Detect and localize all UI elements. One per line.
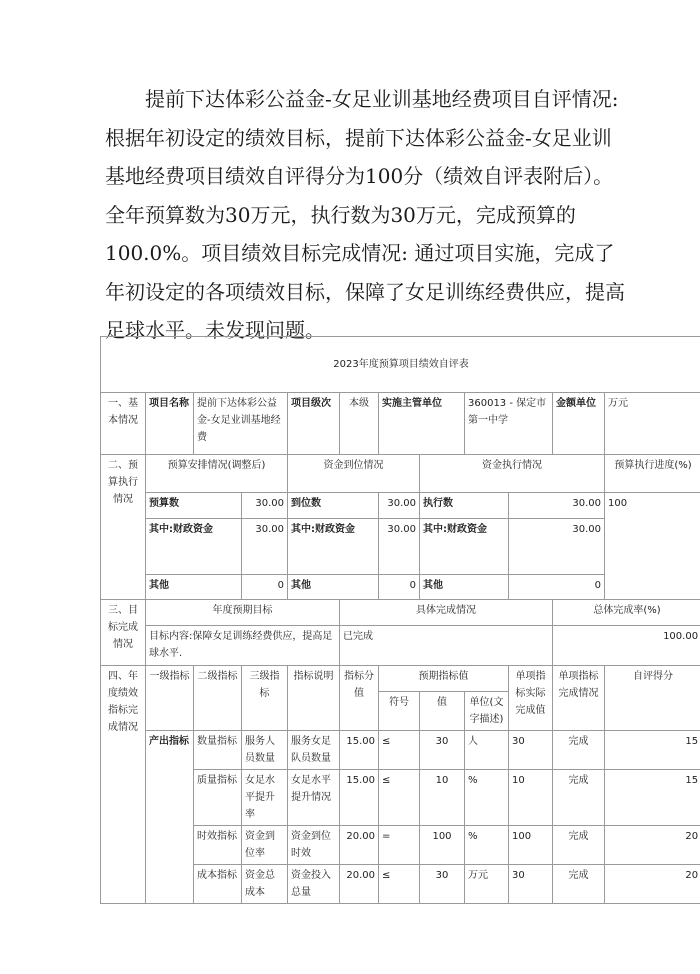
level2-indicator: 数量指标 xyxy=(194,731,242,770)
level3-indicator: 女足水平提升率 xyxy=(242,770,288,826)
budget-amount-label: 预算数 xyxy=(146,493,242,519)
level2-indicator-header: 二级指标 xyxy=(194,666,242,731)
exec-amount-value: 30.00 xyxy=(509,493,605,519)
level3-indicator: 资金到位率 xyxy=(242,826,288,865)
project-name-value: 提前下达体彩公益金-女足业训基地经费 xyxy=(194,393,288,455)
level2-indicator: 成本指标 xyxy=(194,865,242,904)
level3-indicator: 资金总成本 xyxy=(242,865,288,904)
basic-info-label: 一、基本情况 xyxy=(101,393,146,455)
level1-indicator-header: 一级指标 xyxy=(146,666,194,731)
exec-progress-value: 100 xyxy=(605,493,700,600)
indicator-symbol: ≤ xyxy=(379,731,420,770)
budget-exec-label: 二、预算执行情况 xyxy=(101,455,146,600)
completion-status: 完成 xyxy=(553,731,605,770)
indicator-value: 100 xyxy=(420,826,465,865)
indicator-score: 20.00 xyxy=(340,826,379,865)
indicator-value: 30 xyxy=(420,865,465,904)
level3-indicator-header: 三级指标 xyxy=(242,666,288,731)
self-score: 15 xyxy=(605,770,700,826)
fund-arrival-header: 资金到位情况 xyxy=(288,455,420,493)
indicator-score: 15.00 xyxy=(340,731,379,770)
budget-amount-value: 30.00 xyxy=(242,493,288,519)
indicator-desc: 服务女足队员数量 xyxy=(288,731,340,770)
self-score: 20 xyxy=(605,865,700,904)
indicator-completion-label: 四、年度绩效指标完成情况 xyxy=(101,666,146,904)
symbol-header: 符号 xyxy=(379,692,420,731)
amount-unit-value: 万元 xyxy=(605,393,700,455)
budget-other-value: 0 xyxy=(242,575,288,600)
completion-status: 完成 xyxy=(553,770,605,826)
indicator-value: 30 xyxy=(420,731,465,770)
exec-amount-label: 执行数 xyxy=(420,493,509,519)
actual-value: 30 xyxy=(509,731,553,770)
unit-header: 单位(文字描述) xyxy=(465,692,509,731)
self-score: 20 xyxy=(605,826,700,865)
actual-value-header: 单项指标实际完成值 xyxy=(509,666,553,731)
indicator-symbol: = xyxy=(379,826,420,865)
level3-indicator: 服务人员数量 xyxy=(242,731,288,770)
actual-value: 100 xyxy=(509,826,553,865)
exec-fiscal-value: 30.00 xyxy=(509,519,605,575)
table-title: 2023年度预算项目绩效自评表 xyxy=(101,337,700,393)
managing-unit-value: 360013 - 保定市第一中学 xyxy=(465,393,553,455)
budget-fiscal-value: 30.00 xyxy=(242,519,288,575)
budget-other-label: 其他 xyxy=(146,575,242,600)
budget-fiscal-label: 其中:财政资金 xyxy=(146,519,242,575)
actual-value: 30 xyxy=(509,865,553,904)
amount-unit-label: 金额单位 xyxy=(553,393,605,455)
indicator-unit: % xyxy=(465,770,509,826)
level2-indicator: 时效指标 xyxy=(194,826,242,865)
actual-completion-header: 具体完成情况 xyxy=(340,600,553,626)
actual-value: 10 xyxy=(509,770,553,826)
indicator-symbol: ≤ xyxy=(379,770,420,826)
intro-heading: 提前下达体彩公益金-女足业训基地经费项目自评情况: xyxy=(145,87,619,111)
exec-other-label: 其他 xyxy=(420,575,509,600)
indicator-unit: 万元 xyxy=(465,865,509,904)
indicator-score-header: 指标分值 xyxy=(340,666,379,731)
completion-status: 完成 xyxy=(553,865,605,904)
actual-completion-text: 已完成 xyxy=(340,626,553,666)
indicator-value: 10 xyxy=(420,770,465,826)
indicator-symbol: ≤ xyxy=(379,865,420,904)
annual-goal-text: 目标内容:保障女足训练经费供应，提高足球水平. xyxy=(146,626,340,666)
project-level-label: 项目级次 xyxy=(288,393,340,455)
arrival-amount-value: 30.00 xyxy=(379,493,420,519)
project-name-label: 项目名称 xyxy=(146,393,194,455)
indicator-unit: % xyxy=(465,826,509,865)
arrival-fiscal-label: 其中:财政资金 xyxy=(288,519,379,575)
level2-indicator: 质量指标 xyxy=(194,770,242,826)
expected-value-header: 预期指标值 xyxy=(379,666,509,692)
indicator-desc: 资金到位时效 xyxy=(288,826,340,865)
budget-arrange-header: 预算安排情况(调整后) xyxy=(146,455,288,493)
exec-other-value: 0 xyxy=(509,575,605,600)
project-level-value: 本级 xyxy=(340,393,379,455)
intro-body: 根据年初设定的绩效目标，提前下达体彩公益金-女足业训基地经费项目绩效自评得分为100分（绩效自评表附后）。全年预算数为30万元，执行数为30万元，完成预算的100.0%。项目绩效目标完成情况: 通过项目实施，完成了年初设定的各项绩效目标，保障了女足训练经费供应，提高足球水平。未发现问题。 xyxy=(105,125,625,342)
arrival-other-value: 0 xyxy=(379,575,420,600)
indicator-score: 15.00 xyxy=(340,770,379,826)
value-header: 值 xyxy=(420,692,465,731)
arrival-other-label: 其他 xyxy=(288,575,379,600)
arrival-fiscal-value: 30.00 xyxy=(379,519,420,575)
output-indicator-label: 产出指标 xyxy=(146,731,194,904)
intro-paragraph xyxy=(105,80,625,350)
exec-progress-header: 预算执行进度(%) xyxy=(605,455,700,493)
completion-status-header: 单项指标完成情况 xyxy=(553,666,605,731)
overall-rate-header: 总体完成率(%) xyxy=(553,600,700,626)
indicator-desc: 女足水平提升情况 xyxy=(288,770,340,826)
goal-completion-label: 三、目标完成情况 xyxy=(101,600,146,666)
indicator-desc-header: 指标说明 xyxy=(288,666,340,731)
exec-fiscal-label: 其中:财政资金 xyxy=(420,519,509,575)
indicator-score: 20.00 xyxy=(340,865,379,904)
overall-rate-value: 100.00 xyxy=(553,626,700,666)
indicator-unit: 人 xyxy=(465,731,509,770)
fund-exec-header: 资金执行情况 xyxy=(420,455,605,493)
indicator-desc: 资金投入总量 xyxy=(288,865,340,904)
performance-evaluation-table xyxy=(100,336,700,904)
completion-status: 完成 xyxy=(553,826,605,865)
arrival-amount-label: 到位数 xyxy=(288,493,379,519)
self-score-header: 自评得分 xyxy=(605,666,700,731)
managing-unit-label: 实施主管单位 xyxy=(379,393,465,455)
annual-goal-header: 年度预期目标 xyxy=(146,600,340,626)
self-score: 15 xyxy=(605,731,700,770)
